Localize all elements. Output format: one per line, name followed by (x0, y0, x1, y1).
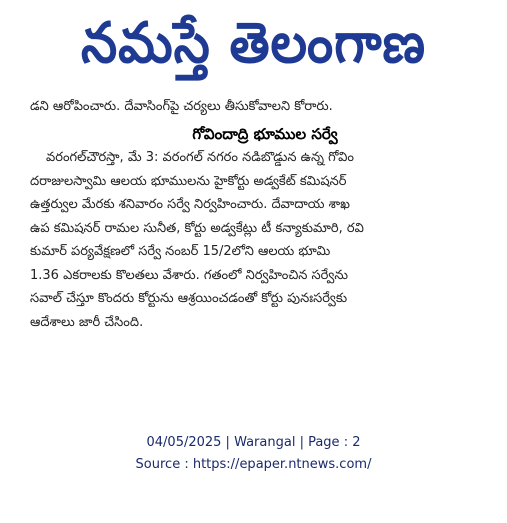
article-lead-line: డని ఆరోపించారు. దేవాసింగ్‌పై చర్యలు తీసుకోవాలని కోరారు. (30, 99, 333, 114)
article-body-line: కుమార్ పర్యవేక్షణలో సర్వే నంబర్ 15/2లోని ఆలయ భూమి (30, 244, 331, 259)
article-body-line: ఉత్తర్వుల మేరకు శనివారం సర్వే నిర్వహించారు. దేవాదాయ శాఖ (30, 197, 350, 212)
article-body-line: 1.36 ఎకరాలకు కొలతలు వేశారు. గతంలో నిర్వహించిన సర్వేను (30, 267, 348, 283)
footer-source-line: Source : https://epaper.ntnews.com/ (135, 457, 372, 472)
article-body-line: వరంగల్‌చౌరస్తా, మే 3: వరంగల్ నగరం నడిబొడ్డున ఉన్న గోవిం (46, 150, 354, 165)
footer (0, 432, 507, 476)
masthead (0, 0, 507, 86)
newspaper-logo-title: నమస్తే తెలంగాణ (81, 11, 426, 76)
article (30, 96, 500, 334)
article-headline: గోవిందాద్రి భూముల సర్వే (192, 125, 338, 143)
article-body-line: ఆదేశాలు జారీ చేసింది. (30, 314, 144, 330)
footer-meta-line: 04/05/2025 | Warangal | Page : 2 (146, 435, 361, 450)
article-body-line: ఉప కమిషనర్ రామల సునీత, కోర్టు అడ్వకేట్లు టీ కన్యాకుమారి, రవి (30, 220, 364, 236)
article-body-line: దరాజులస్వామి ఆలయ భూములను హైకోర్టు అడ్వకేట్ కమిషనర్ (30, 173, 347, 189)
article-body-line: సవాల్ చేస్తూ కొందరు కోర్టును ఆశ్రయించడంతో కోర్టు పునఃసర్వేకు (30, 291, 348, 306)
